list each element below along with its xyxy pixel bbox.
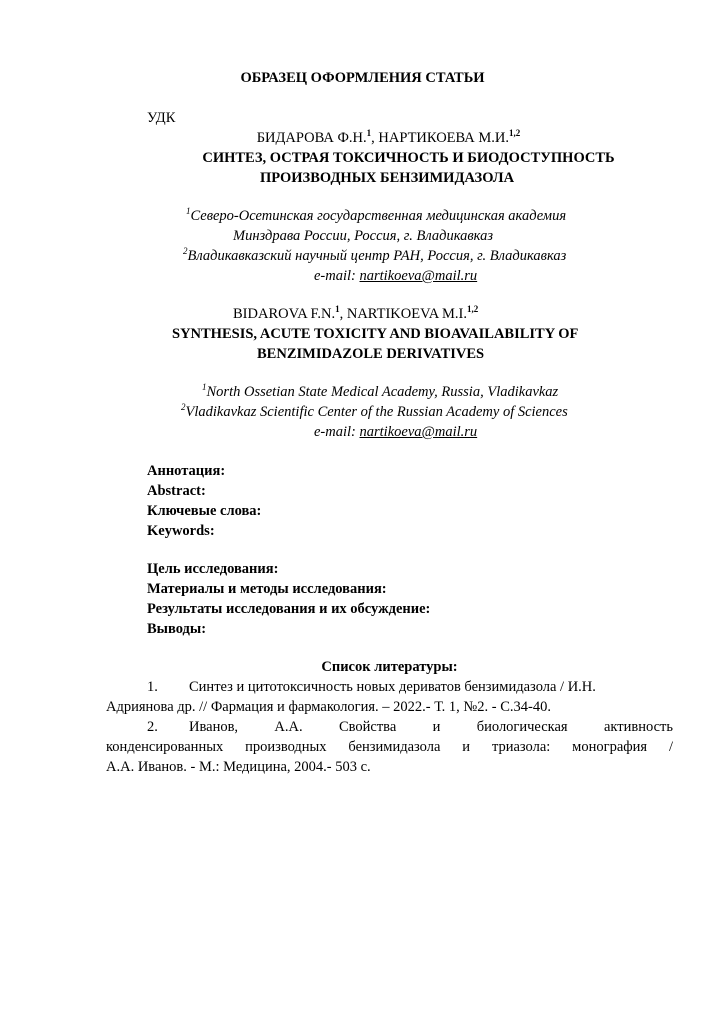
- affiliation-2-en-sup: 2: [181, 402, 186, 412]
- keywords-en-label: Keywords:: [147, 523, 215, 539]
- affiliation-1-en-sup: 1: [202, 382, 207, 392]
- affiliation-1-ru-text: Северо-Осетинская государственная медицинская академия: [190, 208, 567, 224]
- udk-label: УДК: [147, 110, 176, 126]
- affiliation-1-ru-line2: Минздрава России, Россия, г. Владикавказ: [233, 228, 493, 244]
- section-conclusions: Выводы:: [147, 621, 207, 637]
- email-en-label: e-mail:: [314, 424, 360, 440]
- author-2-ru-sup: 1,2: [509, 128, 521, 138]
- affiliation-2-ru-text: Владикавказский научный центр РАН, Россия, г. Владикавказ: [187, 248, 567, 264]
- affiliation-1-ru-line1: [186, 207, 566, 225]
- affiliation-2-ru: [183, 247, 566, 265]
- section-results: Результаты исследования и их обсуждение:: [147, 601, 431, 617]
- annotation-label: Аннотация:: [147, 463, 226, 479]
- reference-1-line1: Синтез и цитотоксичность новых дериватов бензимидазола / И.Н.: [189, 679, 596, 695]
- article-title-ru-line2: ПРОИЗВОДНЫХ БЕНЗИМИДАЗОЛА: [259, 170, 515, 186]
- section-methods: Материалы и методы исследования:: [147, 581, 387, 597]
- keywords-ru-label: Ключевые слова:: [147, 503, 262, 519]
- reference-2-line2: конденсированных производных бензимидазола и триазола: монография /: [106, 739, 673, 755]
- affiliation-1-en-text: North Ossetian State Medical Academy, Russia, Vladikavkaz: [206, 384, 559, 400]
- author-1-en-sup: 1: [335, 304, 340, 314]
- author-separator-ru: ,: [371, 130, 379, 146]
- reference-2-line1: [189, 718, 673, 736]
- reference-2-word: биологическая: [476, 719, 568, 735]
- author-1-en: BIDAROVA F.N.: [233, 306, 336, 322]
- reference-1-number: 1.: [147, 679, 158, 695]
- affiliation-2-en-text: Vladikavkaz Scientific Center of the Russian Academy of Sciences: [185, 404, 568, 420]
- reference-2-word: Иванов,: [189, 719, 239, 735]
- author-2-en: NARTIKOEVA M.I.: [346, 306, 467, 322]
- reference-2-number: 2.: [147, 719, 158, 735]
- reference-2-word: и: [432, 719, 441, 735]
- email-en-link[interactable]: nartikoeva@mail.ru: [359, 424, 478, 440]
- article-title-en-line1: SYNTHESIS, ACUTE TOXICITY AND BIOAVAILABILITY OF: [172, 326, 579, 342]
- reference-2-word: Свойства: [338, 719, 397, 735]
- author-1-ru: БИДАРОВА Ф.Н.: [256, 130, 367, 146]
- email-ru: [314, 267, 477, 285]
- reference-2-word: активность: [603, 719, 673, 735]
- affiliation-2-ru-sup: 2: [183, 246, 188, 256]
- abstract-label: Abstract:: [147, 483, 206, 499]
- reference-1-line2: Адриянова др. // Фармация и фармакология. – 2022.- Т. 1, №2. - С.34-40.: [106, 699, 551, 715]
- reference-2-line3: А.А. Иванов. - М.: Медицина, 2004.- 503 с.: [106, 759, 371, 775]
- affiliation-1-ru-sup: 1: [186, 206, 191, 216]
- author-1-ru-sup: 1: [366, 128, 372, 138]
- reference-2-word: А.А.: [274, 719, 303, 735]
- author-2-ru: НАРТИКОЕВА М.И.: [378, 130, 510, 146]
- authors-ru: [0, 129, 725, 147]
- author-separator-en: ,: [339, 306, 347, 322]
- email-en: [314, 423, 477, 441]
- author-2-en-sup: 1,2: [466, 304, 479, 314]
- authors-en: [233, 305, 478, 323]
- article-title-en-line2: BENZIMIDAZOLE DERIVATIVES: [257, 346, 485, 362]
- references-heading: Список литературы:: [321, 659, 458, 675]
- document-title: ОБРАЗЕЦ ОФОРМЛЕНИЯ СТАТЬИ: [240, 70, 485, 86]
- section-goal: Цель исследования:: [147, 561, 279, 577]
- article-title-ru-line1: СИНТЕЗ, ОСТРАЯ ТОКСИЧНОСТЬ И БИОДОСТУПНОСТЬ: [202, 150, 615, 166]
- email-ru-label: e-mail:: [314, 268, 360, 284]
- affiliation-1-en: [202, 383, 558, 401]
- affiliation-2-en: [181, 403, 568, 421]
- email-ru-link[interactable]: nartikoeva@mail.ru: [359, 268, 478, 284]
